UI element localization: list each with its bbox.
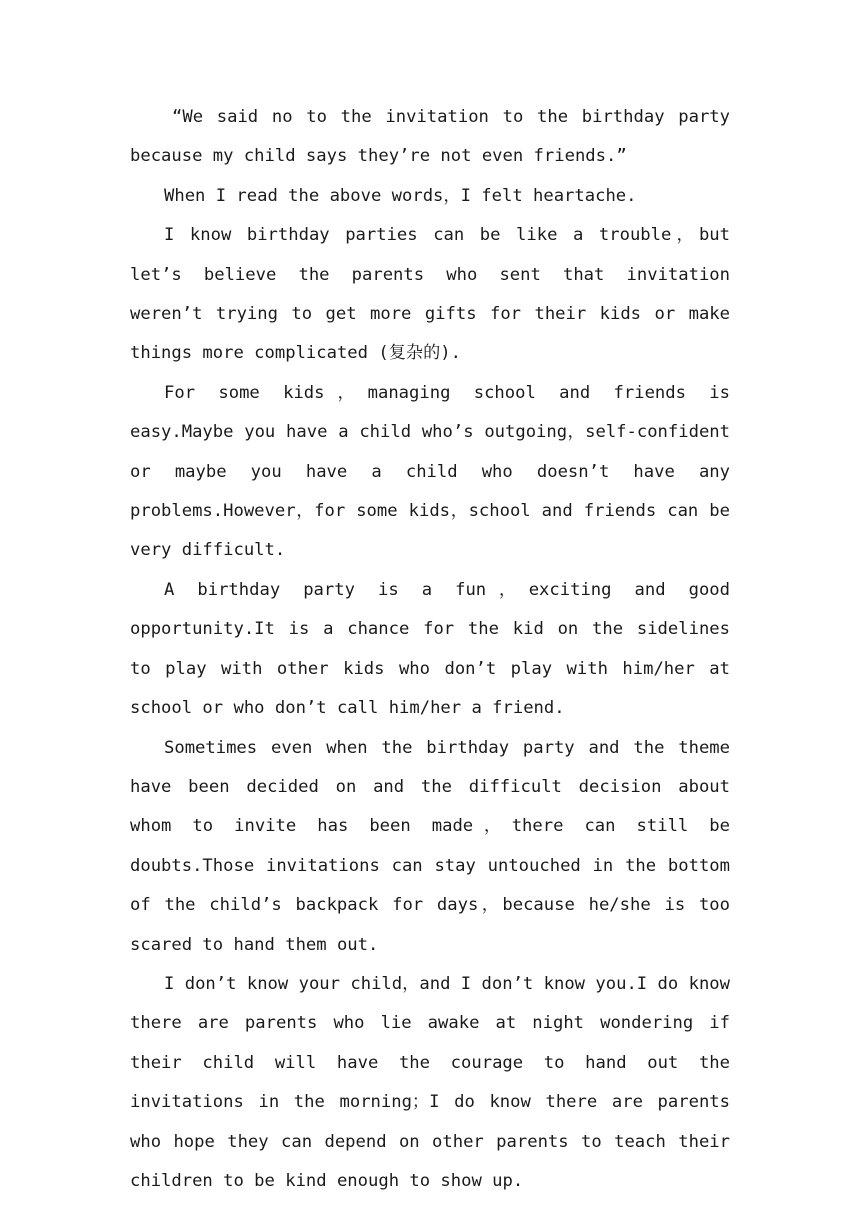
paragraph-5: A birthday party is a fun，exciting and good opportunity.It is a chance for the kid on the sidelines to play with other kids who don’t play with him/her at school or who don’t call him/her a friend.	[130, 579, 730, 719]
paragraph-2: When I read the above words，I felt heartache.	[164, 185, 637, 206]
paragraph-1: “We said no to the invitation to the birthday party because my child says they’re not even friends.”	[130, 107, 730, 167]
document-body	[130, 98, 730, 1201]
paragraph-7: I don’t know your child，and I don’t know you.I do know there are parents who lie awake at night wondering if their child will have the courage to hand out the invitations in the morning；I do know there are parents who hope they can depend on other parents to teach their children to be kind enough to show up.	[130, 973, 730, 1191]
paragraph-6: Sometimes even when the birthday party and the theme have been decided on and the difficult decision about whom to invite has been made，there can still be doubts.Those invitations can stay untouched in the bottom of the child’s backpack for days，because he/she is too scared to hand them out.	[130, 737, 730, 955]
paragraph-3: I know birthday parties can be like a trouble，but let’s believe the parents who sent that invitation weren’t trying to get more gifts for their kids or make things more complicated (复杂的).	[130, 225, 730, 364]
paragraph-4: For some kids，managing school and friends is easy.Maybe you have a child who’s outgoing，self-confident or maybe you have a child who doesn’t have any problems.However，for some kids，school and friends can be very difficult.	[130, 382, 730, 561]
